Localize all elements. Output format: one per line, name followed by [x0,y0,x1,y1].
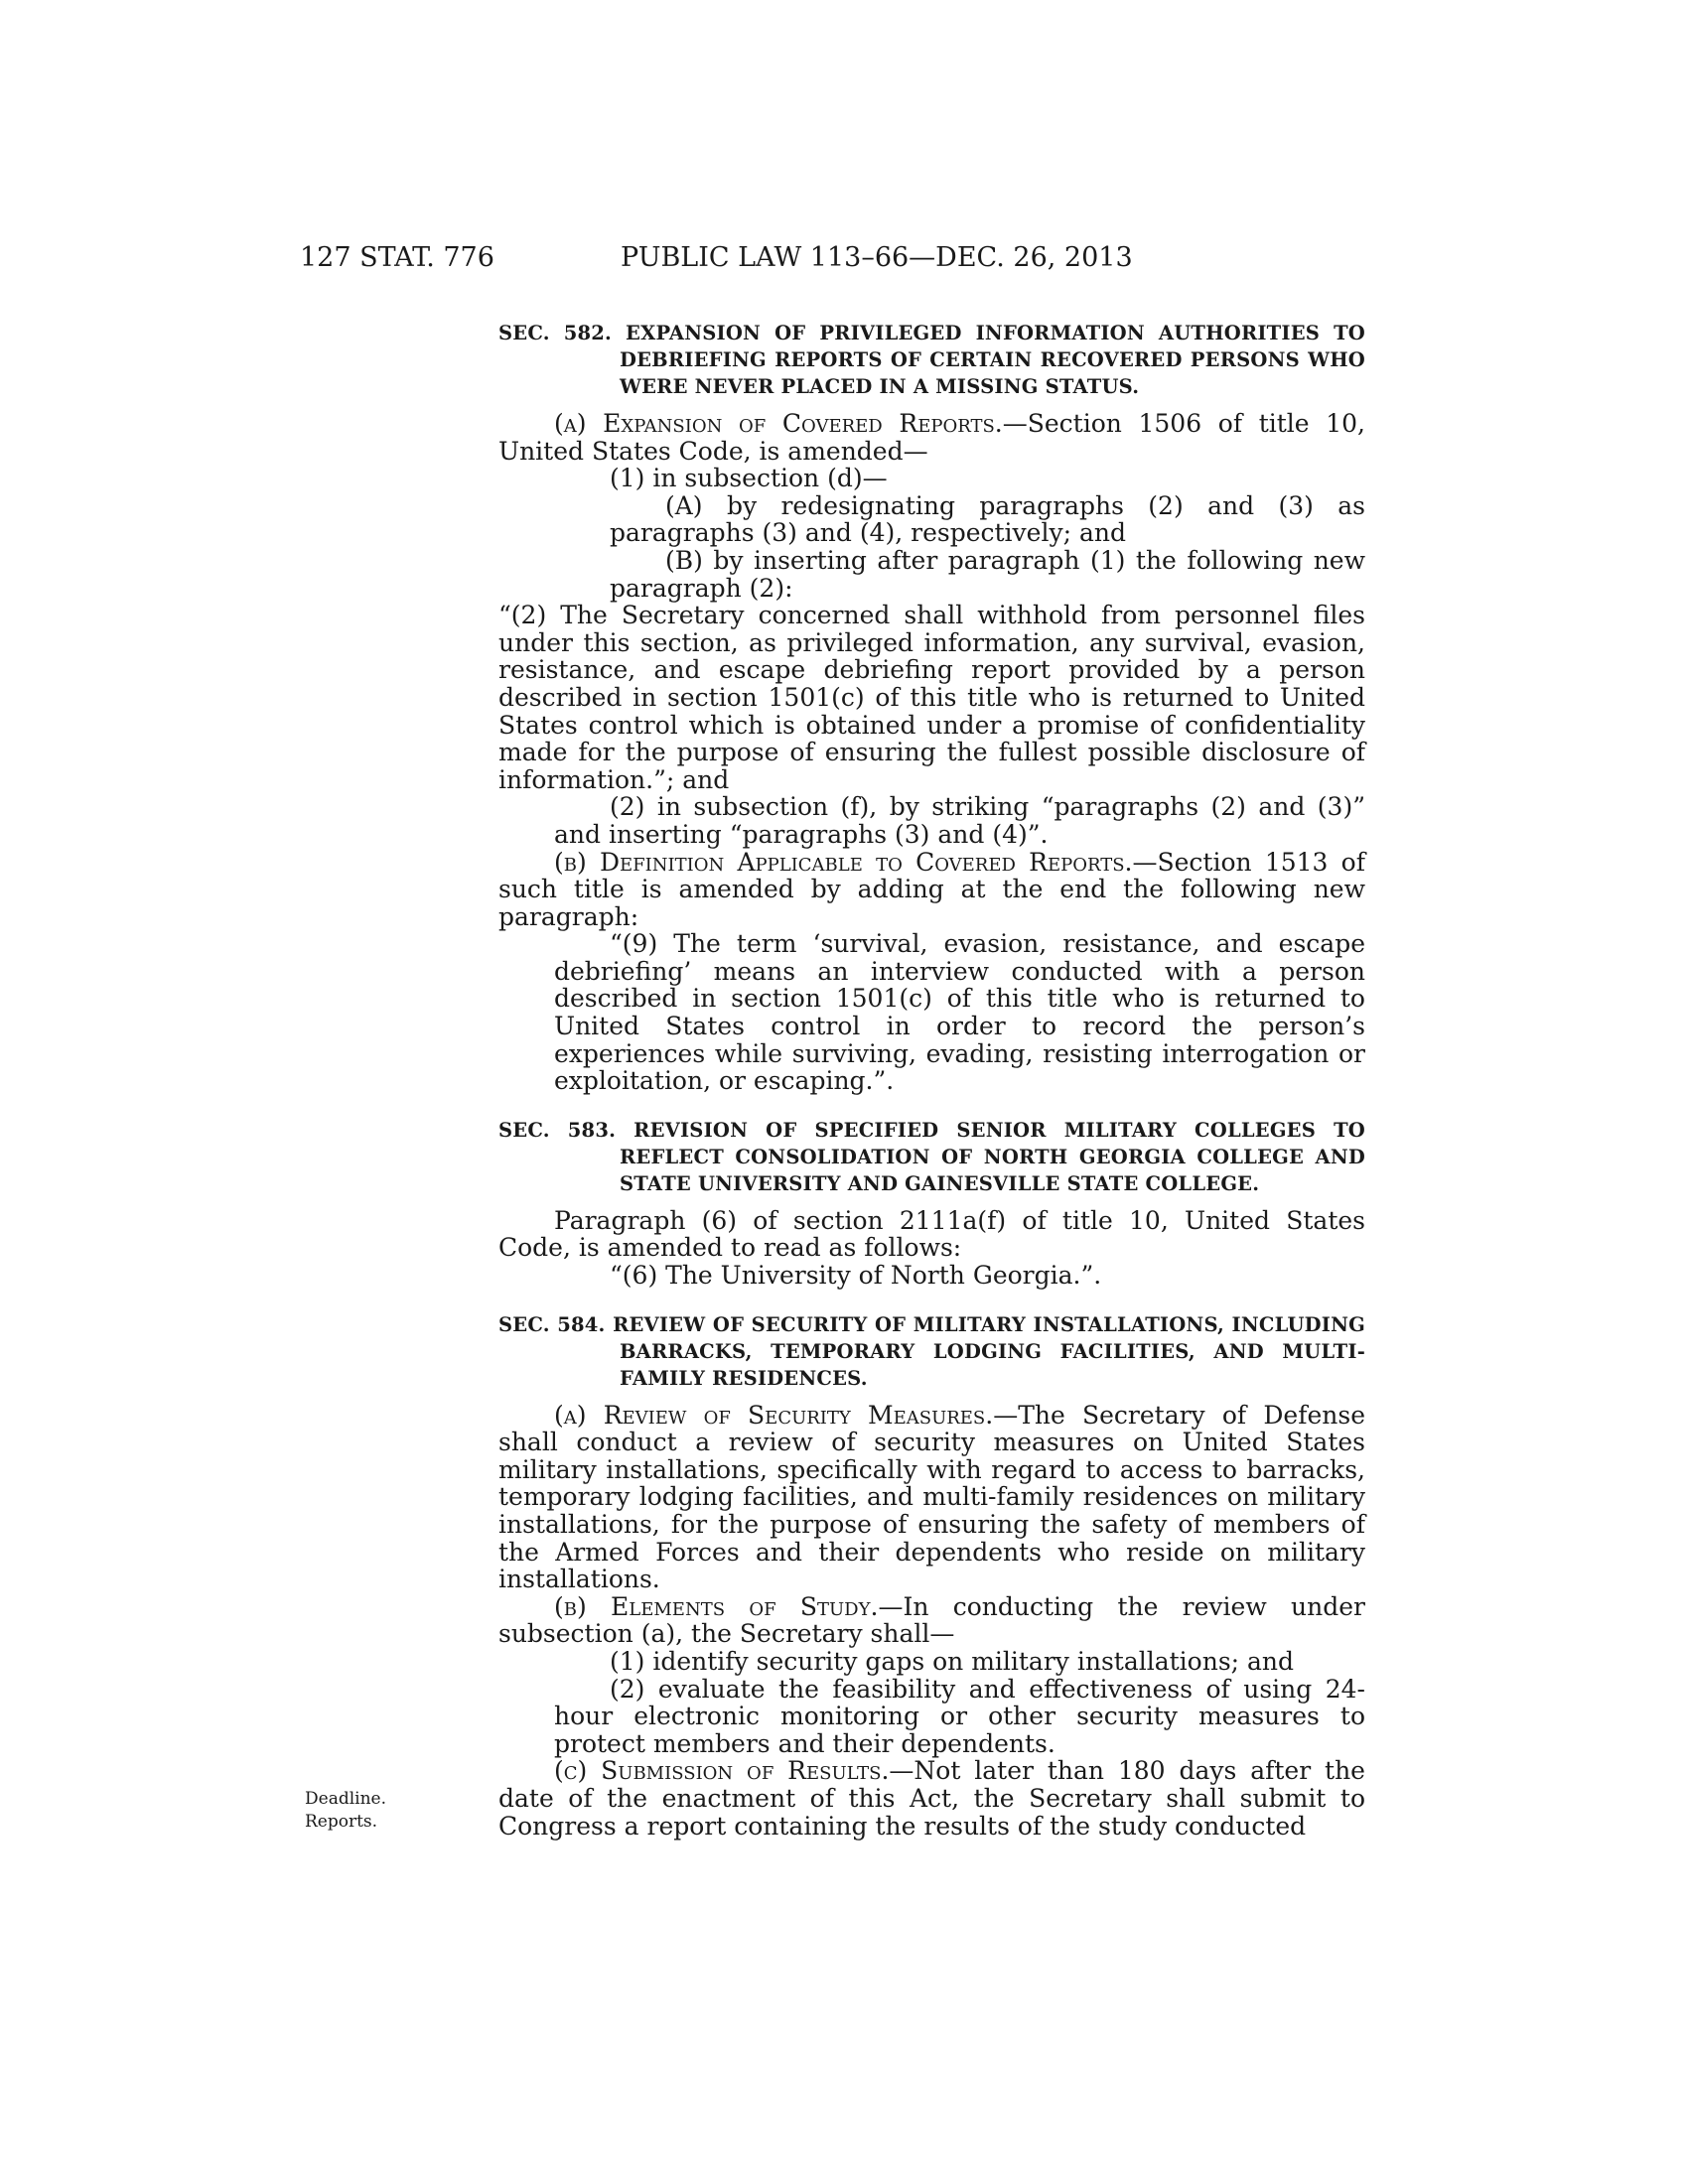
section-583-heading: SEC. 583. REVISION OF SPECIFIED SENIOR MILITARY COLLEGES TO REFLECT CONSOLIDATION OF NORTH GEORGIA COLLEGE AND STATE UNIVERSITY AND GAINESVILLE STATE COLLEGE. [498,1118,1365,1195]
sec-584-b-2: (2) evaluate the feasibility and effectiveness of using 24-hour electronic monitoring or other security measures to protect members and their dependents. [554,1674,1365,1758]
sec-582-b [498,849,1365,931]
sec-583-text: Paragraph (6) of section 2111a(f) of title 10, United States Code, is amended to read as follows: [498,1205,1365,1263]
sec-584-c-label: (c) Submission of Results. [554,1756,890,1786]
sec-584-b-1: (1) identify security gaps on military installations; and [610,1646,1295,1676]
sec-582-b-text: —Section 1513 of such title is amended by adding at the end the following new paragraph: [498,847,1365,931]
margin-note-deadline: Deadline. [305,1789,386,1809]
page-header [0,242,1688,282]
statute-page-number: 127 STAT. 776 [300,242,494,273]
sec-584-c-text: —Not later than 180 days after the date of the enactment of this Act, the Secretary shall submit to Congress a report containing the results of the study conducted [498,1756,1365,1841]
sec-583-quote: “(6) The University of North Georgia.”. [610,1261,1102,1291]
sec-584-b-text: —In conducting the review under subsection (a), the Secretary shall— [498,1591,1365,1649]
sec-582-a-1-B: (B) by inserting after paragraph (1) the following new paragraph (2): [610,545,1365,603]
document-body [498,320,1365,1840]
sec-582-quoted-paragraph-2: “(2) The Secretary concerned shall withhold from personnel files under this section, as privileged information, any survival, evasion, resistance, and escape debriefing report provided by a person described in section 1501(c) of this title who is returned to United States control which is obtained under a promise of confidentiality made for the purpose of ensuring the fullest possible disclosure of information.”; and [498,601,1365,794]
sec-584-a [498,1402,1365,1593]
section-582-heading: SEC. 582. EXPANSION OF PRIVILEGED INFORMATION AUTHORITIES TO DEBRIEFING REPORTS OF CERTAIN RECOVERED PERSONS WHO WERE NEVER PLACED IN A MISSING STATUS. [498,322,1365,398]
sec-582-b-label: (b) Definition Applicable to Covered Reports. [554,847,1133,877]
sec-582-a [498,410,1365,465]
section-584-heading: SEC. 584. REVIEW OF SECURITY OF MILITARY INSTALLATIONS, INCLUDING BARRACKS, TEMPORARY LODGING FACILITIES, AND MULTI-FAMILY RESIDENCES. [498,1312,1365,1390]
sec-582-a-1-A: (A) by redesignating paragraphs (2) and (3) as paragraphs (3) and (4), respectively; and [610,490,1365,548]
sec-582-a-2: (2) in subsection (f), by striking “paragraphs (2) and (3)” and inserting “paragraphs (3) and (4)”. [554,792,1365,849]
sec-584-a-label: (a) Review of Security Measures. [554,1400,994,1430]
margin-notes [305,1788,386,1834]
sec-582-a-text: —Section 1506 of title 10, United States Code, is amended— [498,409,1365,466]
sec-582-quoted-paragraph-9: “(9) The term ‘survival, evasion, resistance, and escape debriefing’ means an interview conducted with a person described in section 1501(c) of this title who is returned to United States control in order to record the person’s experiences while surviving, evading, resisting interrogation or exploitation, or escaping.”. [554,929,1365,1096]
sec-584-b-label: (b) Elements of Study. [554,1591,879,1621]
margin-note-reports: Reports. [305,1812,378,1832]
sec-582-a-1: (1) in subsection (d)— [610,464,888,493]
sec-584-c [498,1757,1365,1840]
sec-584-b [498,1593,1365,1648]
public-law-title: PUBLIC LAW 113–66—DEC. 26, 2013 [621,242,1133,273]
sec-582-a-label: (a) Expansion of Covered Reports. [554,409,1003,438]
sec-584-a-text: —The Secretary of Defense shall conduct a review of security measures on United States military installations, specifically with regard to access to barracks, temporary lodging facilities, and multi-family residences on military installations, for the purpose of ensuring the safety of members of the Armed Forces and their dependents who reside on military installations. [498,1400,1365,1594]
